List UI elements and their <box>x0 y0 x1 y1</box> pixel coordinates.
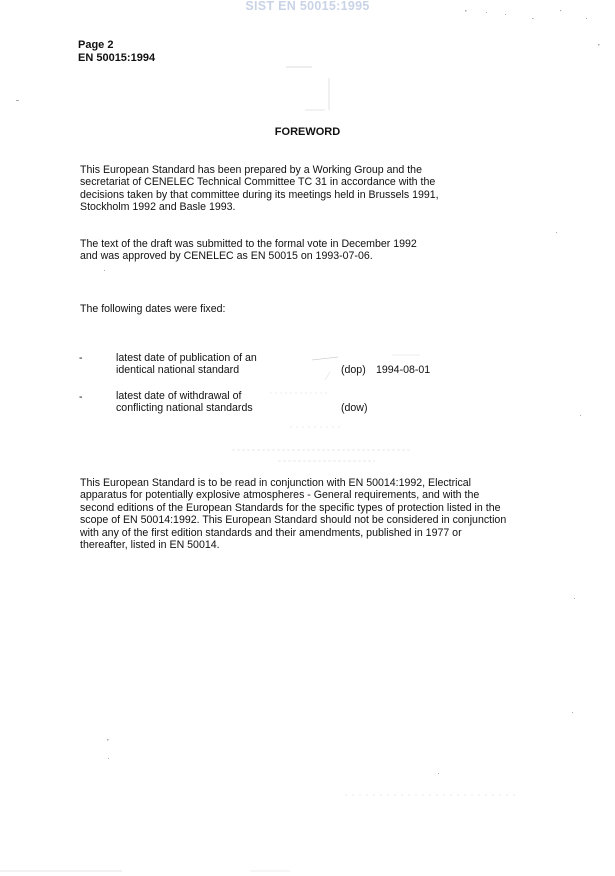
list-item-dop <box>116 352 257 377</box>
date-value-dop: 1994-08-01 <box>376 364 431 376</box>
paragraph-dates-intro: The following dates were fixed: <box>80 303 226 315</box>
list-bullet: - <box>79 352 83 364</box>
date-code-dow: (dow) <box>341 402 368 414</box>
text-line: thereafter, listed in EN 50014. <box>80 539 220 552</box>
list-item-line: identical national standard <box>116 364 240 377</box>
text-line: scope of EN 50014:1992. This European Standard should not be considered in conjunction <box>80 514 507 527</box>
page-header <box>78 39 155 64</box>
page-title <box>0 126 615 138</box>
list-item-line: latest date of publication of an <box>116 352 257 364</box>
paragraph-preparation <box>80 164 540 214</box>
paragraph-conjunction <box>80 477 550 551</box>
watermark: SIST EN 50015:1995 <box>245 0 370 13</box>
foreword-heading: FOREWORD <box>274 126 341 138</box>
standard-number: EN 50015:1994 <box>78 51 156 64</box>
text-line: and was approved by CENELEC as EN 50015 on 1993-07-06. <box>80 250 373 263</box>
list-item-dow <box>116 390 253 415</box>
text-line: secretariat of CENELEC Technical Committee TC 31 in accordance with the <box>80 176 436 189</box>
list-bullet: - <box>79 391 83 403</box>
list-item-line: conflicting national standards <box>116 402 253 415</box>
text-line: The text of the draft was submitted to the formal vote in December 1992 <box>80 238 417 250</box>
text-line: second editions of the European Standards for the specific types of protection listed in the <box>80 501 501 514</box>
text-line: apparatus for potentially explosive atmospheres - General requirements, and with the <box>80 489 480 502</box>
text-line: with any of the first edition standards and their amendments, published in 1977 or <box>80 526 462 539</box>
text-line: decisions taken by that committee during its meetings held in Brussels 1991, <box>80 188 439 201</box>
paragraph-vote <box>80 238 540 263</box>
text-line: Stockholm 1992 and Basle 1993. <box>80 201 236 214</box>
page-number: Page 2 <box>78 39 114 51</box>
date-code-dop: (dop) <box>341 364 366 376</box>
list-item-line: latest date of withdrawal of <box>116 390 242 402</box>
text-line: This European Standard has been prepared by a Working Group and the <box>80 164 422 176</box>
text-line: This European Standard is to be read in conjunction with EN 50014:1992, Electrical <box>80 477 472 489</box>
